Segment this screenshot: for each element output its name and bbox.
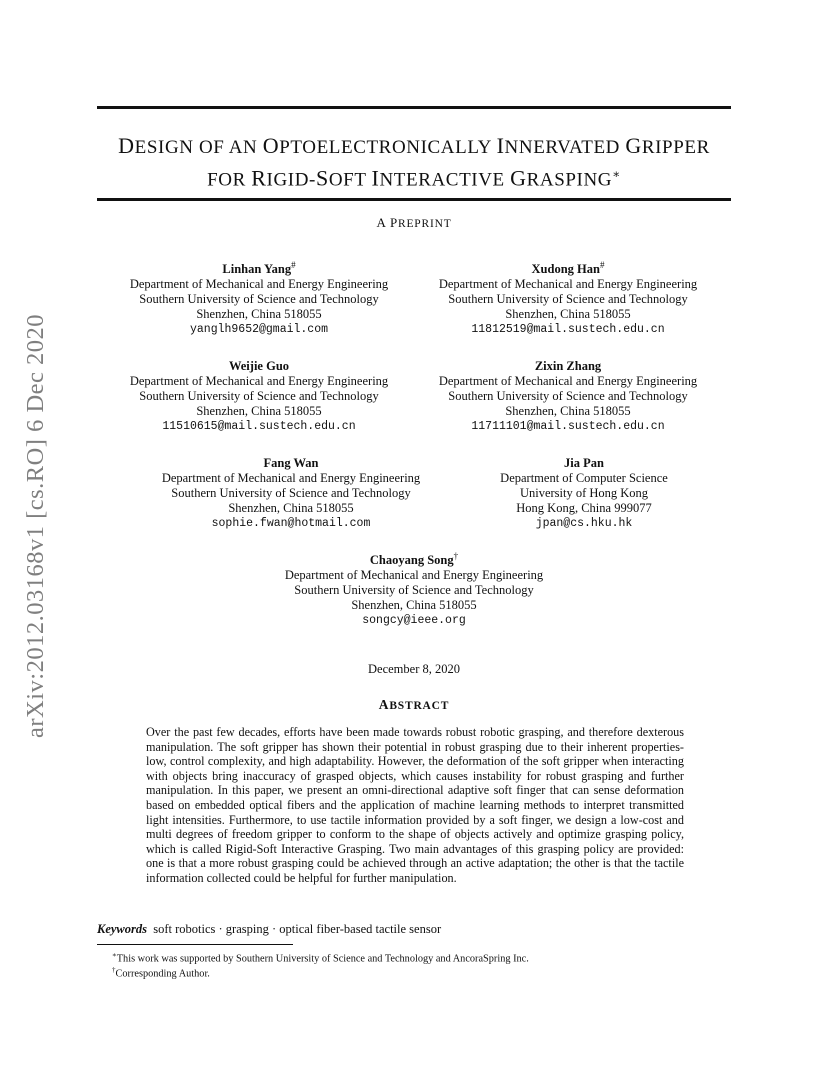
author-university: Southern University of Science and Technology (139, 389, 379, 404)
author-block (89, 355, 429, 434)
author-city: Shenzhen, China 518055 (228, 501, 354, 516)
author-block (414, 452, 754, 531)
author-department: Department of Mechanical and Energy Engineering (438, 277, 698, 292)
author-name: Linhan Yang# (222, 260, 296, 277)
title-word-cap: S (315, 165, 329, 191)
preprint-label (0, 215, 828, 231)
footnote-text: This work was supported by Southern University of Science and Technology and AncoraSpring Inc. (116, 953, 529, 965)
author-department: Department of Computer Science (500, 471, 668, 486)
author-name: Fang Wan (263, 456, 319, 471)
author-city: Shenzhen, China 518055 (196, 307, 322, 322)
title-line-2 (60, 161, 768, 193)
footnote-mark: † (112, 966, 116, 974)
title-word-cap: O (262, 133, 280, 158)
author-city: Shenzhen, China 518055 (505, 404, 631, 419)
author-department: Department of Mechanical and Energy Engineering (284, 568, 544, 583)
author-name: Chaoyang Song† (369, 551, 459, 568)
keywords (97, 922, 441, 937)
title-footnote-mark: ∗ (612, 167, 621, 181)
title-word-cap: G (510, 165, 527, 191)
title-word-cap: D (118, 133, 135, 158)
author-university: Southern University of Science and Technology (171, 486, 411, 501)
footnote (112, 949, 529, 965)
author-name: Weijie Guo (228, 359, 290, 374)
title-word-rest: OFT (328, 169, 372, 191)
abstract-text: Over the past few decades, efforts have been made towards robust robotic grasping, and therefore dexterous manipulation. The soft gripper has shown their potential in robust grasping due to their inherent properties-low, control complexity, and high adaptability. However, the deformation of the soft gripper when interacting with objects bring inaccuracy of grasped objects, which causes instability for robust grasping and further manipulation. In this paper, we present an omni-directional adaptive soft finger that can sense deformation based on embedded optical fibers and the application of machine learning methods to interpret transmitted light intensities. Furthermore, to use tactile information provided by a soft finger, we design a low-cost and multi degrees of freedom gripper to conform to the shape of objects actively and optimize grasping policy, which is called Rigid-Soft Interactive Grasping. Two main advantages of this grasping policy are provided: one is that a more robust grasping could be achieved through an active adaptation; the other is that the tactile information collected could be helpful for further manipulation. (146, 725, 684, 885)
footnote-text: Corresponding Author. (115, 968, 210, 980)
author-city: Shenzhen, China 518055 (505, 307, 631, 322)
title-word-cap: G (625, 133, 642, 158)
title-word-rest: ESIGN OF AN (134, 137, 263, 158)
preprint-cap: P (385, 215, 399, 230)
author-university: University of Hong Kong (519, 486, 649, 501)
author-department: Department of Mechanical and Energy Engineering (129, 277, 389, 292)
publication-date: December 8, 2020 (368, 662, 460, 676)
title-word-cap: I (496, 133, 505, 158)
author-block (398, 258, 738, 337)
author-block (121, 452, 461, 531)
author-university: Southern University of Science and Technology (139, 292, 379, 307)
title-word-rest: FOR (207, 169, 252, 191)
author-city: Hong Kong, China 999077 (516, 501, 652, 516)
title-word-rest: IGID- (266, 169, 316, 191)
author-department: Department of Mechanical and Energy Engineering (129, 374, 389, 389)
author-city: Shenzhen, China 518055 (196, 404, 322, 419)
arxiv-identifier: arXiv:2012.03168v1 [cs.RO] 6 Dec 2020 (22, 313, 49, 739)
abstract-heading: ABSTRACT (378, 697, 450, 712)
paper-title (60, 132, 768, 193)
author-university: Southern University of Science and Technology (448, 389, 688, 404)
author-block (244, 549, 584, 628)
author-department: Department of Mechanical and Energy Engineering (161, 471, 421, 486)
title-word-rest: RASPING (526, 169, 613, 191)
author-city: Shenzhen, China 518055 (351, 598, 477, 613)
author-name: Jia Pan (564, 456, 604, 471)
title-top-rule (97, 106, 731, 109)
keywords-text: soft robotics · grasping · optical fiber-based tactile sensor (153, 922, 442, 936)
author-email: 11711101@mail.sustech.edu.cn (471, 420, 665, 434)
title-word-cap: R (251, 165, 267, 191)
footnote (112, 964, 210, 980)
title-word-cap: I (371, 165, 380, 191)
footnote-rule (97, 944, 293, 945)
author-block (398, 355, 738, 434)
keywords-label: Keywords (97, 922, 147, 936)
title-word-rest: NTERACTIVE (379, 169, 511, 191)
title-line-1 (60, 132, 768, 161)
author-university: Southern University of Science and Technology (448, 292, 688, 307)
author-department: Department of Mechanical and Energy Engineering (438, 374, 698, 389)
preprint-cap: A (376, 215, 386, 230)
author-email: 11510615@mail.sustech.edu.cn (162, 420, 356, 434)
author-email: yanglh9652@gmail.com (189, 323, 329, 337)
title-word-rest: RIPPER (641, 137, 710, 158)
author-email: 11812519@mail.sustech.edu.cn (471, 323, 665, 337)
author-block (89, 258, 429, 337)
title-word-rest: PTOELECTRONICALLY (279, 137, 497, 158)
author-university: Southern University of Science and Technology (294, 583, 534, 598)
author-email: sophie.fwan@hotmail.com (211, 517, 371, 531)
title-bottom-rule (97, 198, 731, 201)
author-email: songcy@ieee.org (362, 614, 466, 628)
author-name: Xudong Han# (531, 260, 605, 277)
preprint-rest: REPRINT (398, 218, 452, 230)
title-word-rest: NNERVATED (504, 137, 626, 158)
footnote-mark: ∗ (112, 951, 117, 959)
author-email: jpan@cs.hku.hk (535, 517, 633, 531)
author-name: Zixin Zhang (534, 359, 602, 374)
